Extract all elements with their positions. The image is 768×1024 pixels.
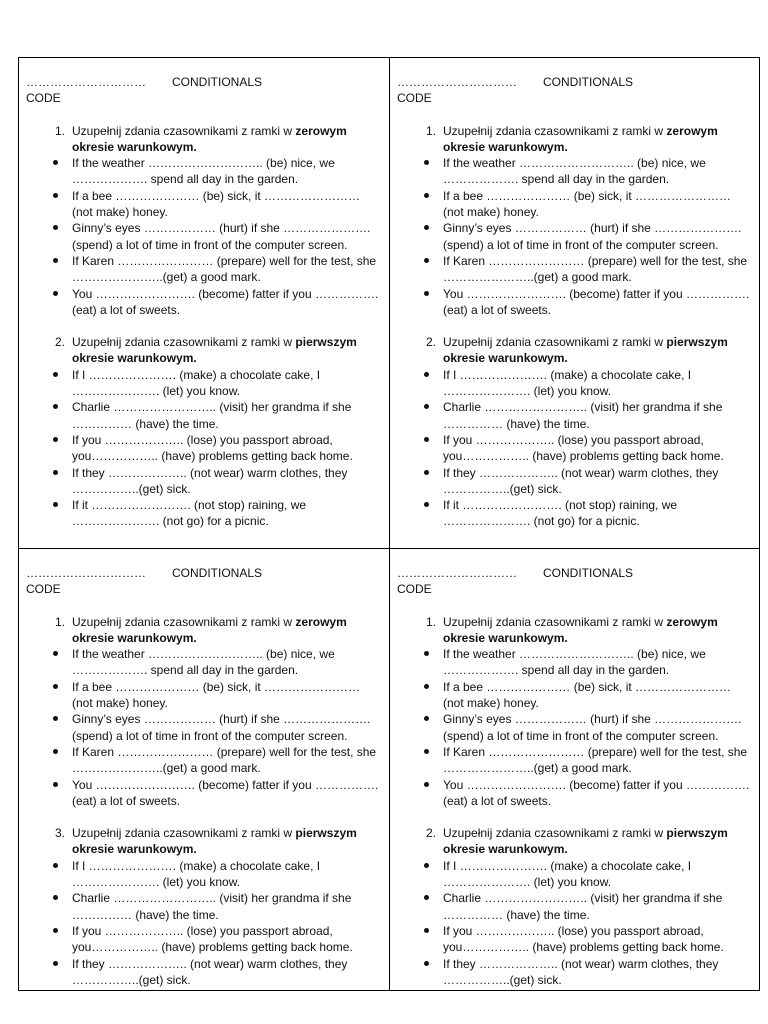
sentence-item bbox=[397, 711, 751, 744]
instruction-bold: pierwszym okresie warunkowym. bbox=[72, 335, 357, 366]
card-title: CONDITIONALS bbox=[172, 566, 263, 580]
sentence-text: If I …………………. (make) a chocolate cake, I …………………. (let) you know. bbox=[443, 367, 692, 399]
sentence-list bbox=[26, 367, 381, 530]
sentence-text: If the weather ……………………….. (be) nice, we ………………. spend all day in the garden. bbox=[443, 647, 706, 678]
bullet-icon bbox=[26, 155, 72, 188]
instruction-bold: pierwszym okresie warunkowym. bbox=[443, 826, 728, 857]
bullet-icon bbox=[26, 286, 72, 319]
instruction-plain: Uzupełnij zdania czasownikami z ramki w bbox=[72, 614, 296, 629]
exercise-section bbox=[397, 334, 751, 530]
exercise-instruction bbox=[26, 825, 381, 858]
sentence-text: If they ……………….. (not wear) warm clothes, they ……………..(get) sick. bbox=[72, 956, 348, 987]
bullet-icon bbox=[397, 465, 443, 498]
sentence-text: Ginny’s eyes ……………… (hurt) if she …………………. (spend) a lot of time in front of the computer screen. bbox=[72, 221, 371, 252]
sentence-text: If I …………………. (make) a chocolate cake, I …………………. (let) you know. bbox=[443, 858, 692, 890]
instruction-bold: pierwszym okresie warunkowym. bbox=[443, 335, 728, 366]
instruction-text bbox=[443, 614, 751, 647]
worksheet-card-bottom-left bbox=[18, 548, 390, 991]
card-header bbox=[397, 565, 751, 581]
instruction-plain: Uzupełnij zdania czasownikami z ramki w bbox=[72, 123, 296, 138]
instruction-text bbox=[72, 825, 381, 858]
name-blank: ………………………… bbox=[26, 75, 146, 89]
sentence-text: If a bee ………………… (be) sick, it …………………… (not make) honey. bbox=[72, 188, 361, 220]
bullet-icon bbox=[397, 367, 443, 400]
sentence-item bbox=[26, 923, 381, 956]
bullet-icon bbox=[397, 679, 443, 712]
sentence-item bbox=[26, 711, 381, 744]
sentence-list bbox=[397, 858, 751, 988]
card-header bbox=[26, 74, 381, 90]
sentence-text: If Karen …………………… (prepare) well for the test, she …………………..(get) a good mark. bbox=[443, 744, 748, 776]
sentence-text: If I …………………. (make) a chocolate cake, I …………………. (let) you know. bbox=[72, 367, 321, 399]
bullet-icon bbox=[26, 890, 72, 923]
bullet-icon bbox=[26, 465, 72, 498]
sentence-item bbox=[397, 679, 751, 712]
instruction-plain: Uzupełnij zdania czasownikami z ramki w bbox=[443, 826, 667, 841]
sentence-item bbox=[26, 890, 381, 923]
exercise-instruction bbox=[26, 614, 381, 647]
code-label: CODE bbox=[397, 582, 432, 597]
worksheet-card-top-left bbox=[18, 57, 390, 549]
bullet-icon bbox=[26, 858, 72, 891]
bullet-icon bbox=[397, 497, 443, 530]
bullet-icon bbox=[26, 188, 72, 221]
sentence-item bbox=[397, 923, 751, 956]
bullet-icon bbox=[26, 253, 72, 286]
bullet-icon bbox=[26, 711, 72, 744]
sentence-item bbox=[397, 777, 751, 810]
exercise-number: 2. bbox=[425, 826, 436, 841]
sentence-item bbox=[26, 286, 381, 319]
sentence-text: If a bee ………………… (be) sick, it …………………… (not make) honey. bbox=[443, 679, 732, 711]
bullet-icon bbox=[397, 188, 443, 221]
sentence-text: If the weather ……………………….. (be) nice, we ………………. spend all day in the garden. bbox=[72, 156, 335, 187]
name-blank: ………………………… bbox=[397, 75, 517, 89]
bullet-icon bbox=[397, 399, 443, 432]
bullet-icon bbox=[26, 956, 72, 989]
sentence-item bbox=[26, 497, 381, 530]
exercise-section bbox=[397, 614, 751, 810]
bullet-icon bbox=[397, 253, 443, 286]
instruction-bold: pierwszym okresie warunkowym. bbox=[72, 826, 357, 857]
sentence-item bbox=[397, 155, 751, 188]
exercise-section bbox=[26, 614, 381, 810]
sentence-item bbox=[26, 777, 381, 810]
bullet-icon bbox=[26, 646, 72, 679]
exercise-instruction bbox=[397, 825, 751, 858]
exercise-instruction bbox=[26, 123, 381, 156]
bullet-icon bbox=[397, 432, 443, 465]
sentence-item bbox=[26, 858, 381, 891]
bullet-icon bbox=[26, 497, 72, 530]
sentence-item bbox=[397, 432, 751, 465]
sentence-list bbox=[397, 646, 751, 809]
sentence-item bbox=[397, 890, 751, 923]
bullet-icon bbox=[397, 155, 443, 188]
bullet-icon bbox=[26, 923, 72, 956]
exercise-section bbox=[26, 334, 381, 530]
instruction-text bbox=[72, 334, 381, 367]
sentence-list bbox=[26, 858, 381, 988]
instruction-text bbox=[443, 825, 751, 858]
exercise-section bbox=[397, 825, 751, 988]
sentence-text: If a bee ………………… (be) sick, it …………………… (not make) honey. bbox=[443, 188, 732, 220]
sentence-text: If it ……………………. (not stop) raining, we …………………. (not go) for a picnic. bbox=[72, 498, 307, 529]
exercise-section bbox=[26, 825, 381, 988]
sentence-text: If the weather ……………………….. (be) nice, we ………………. spend all day in the garden. bbox=[443, 156, 706, 187]
sentence-item bbox=[397, 399, 751, 432]
sentence-item bbox=[397, 646, 751, 679]
name-blank: ………………………… bbox=[26, 566, 146, 580]
bullet-icon bbox=[397, 286, 443, 319]
sentence-text: Charlie …………………….. (visit) her grandma if she …………… (have) the time. bbox=[443, 400, 723, 431]
sentence-text: If you ……………….. (lose) you passport abroad, you…………….. (have) problems getting back home. bbox=[443, 923, 724, 955]
sentence-text: If Karen …………………… (prepare) well for the test, she …………………..(get) a good mark. bbox=[72, 253, 377, 285]
sentence-item bbox=[397, 858, 751, 891]
exercise-instruction bbox=[397, 614, 751, 647]
sentence-text: If a bee ………………… (be) sick, it …………………… (not make) honey. bbox=[72, 679, 361, 711]
sentence-text: If they ……………….. (not wear) warm clothes, they ……………..(get) sick. bbox=[443, 956, 719, 987]
instruction-bold: zerowym okresie warunkowym. bbox=[443, 123, 718, 154]
card-header bbox=[397, 74, 751, 90]
sentence-item bbox=[26, 188, 381, 221]
instruction-bold: zerowym okresie warunkowym. bbox=[72, 123, 347, 154]
exercise-number: 1. bbox=[54, 614, 65, 629]
sentence-text: If Karen …………………… (prepare) well for the test, she …………………..(get) a good mark. bbox=[72, 744, 377, 776]
sentence-text: Ginny’s eyes ……………… (hurt) if she …………………. (spend) a lot of time in front of the computer screen. bbox=[72, 712, 371, 743]
exercise-number: 3. bbox=[54, 826, 65, 841]
code-label: CODE bbox=[397, 91, 432, 106]
sentence-text: If they ……………….. (not wear) warm clothes, they ……………..(get) sick. bbox=[443, 465, 719, 496]
bullet-icon bbox=[397, 858, 443, 891]
sentence-text: If you ……………….. (lose) you passport abroad, you…………….. (have) problems getting back home. bbox=[443, 432, 724, 464]
sentence-list bbox=[397, 155, 751, 318]
exercise-instruction bbox=[397, 334, 751, 367]
instruction-bold: zerowym okresie warunkowym. bbox=[72, 614, 347, 645]
bullet-icon bbox=[26, 432, 72, 465]
sentence-item bbox=[397, 253, 751, 286]
bullet-icon bbox=[26, 777, 72, 810]
sentence-item bbox=[26, 646, 381, 679]
bullet-icon bbox=[397, 711, 443, 744]
sentence-text: Ginny’s eyes ……………… (hurt) if she …………………. (spend) a lot of time in front of the computer screen. bbox=[443, 221, 742, 252]
sentence-item bbox=[26, 432, 381, 465]
exercise-number: 1. bbox=[54, 123, 65, 138]
sentence-text: You ……………………. (become) fatter if you ……………. (eat) a lot of sweets. bbox=[443, 777, 750, 808]
sentence-item bbox=[26, 744, 381, 777]
sentence-item bbox=[397, 220, 751, 253]
instruction-text bbox=[72, 614, 381, 647]
bullet-icon bbox=[26, 679, 72, 712]
sentence-text: If the weather ……………………….. (be) nice, we ………………. spend all day in the garden. bbox=[72, 647, 335, 678]
instruction-text bbox=[443, 334, 751, 367]
instruction-plain: Uzupełnij zdania czasownikami z ramki w bbox=[443, 614, 667, 629]
instruction-plain: Uzupełnij zdania czasownikami z ramki w bbox=[72, 335, 296, 350]
name-blank: ………………………… bbox=[397, 566, 517, 580]
sentence-item bbox=[397, 497, 751, 530]
instruction-plain: Uzupełnij zdania czasownikami z ramki w bbox=[443, 123, 667, 138]
sentence-item bbox=[26, 155, 381, 188]
bullet-icon bbox=[397, 890, 443, 923]
sentence-text: Ginny’s eyes ……………… (hurt) if she …………………. (spend) a lot of time in front of the computer screen. bbox=[443, 712, 742, 743]
sentence-list bbox=[397, 367, 751, 530]
sentence-text: You ……………………. (become) fatter if you ……………. (eat) a lot of sweets. bbox=[72, 777, 379, 808]
worksheet-card-bottom-right bbox=[389, 548, 760, 991]
sentence-item bbox=[397, 286, 751, 319]
sentence-list bbox=[26, 646, 381, 809]
card-title: CONDITIONALS bbox=[543, 566, 634, 580]
bullet-icon bbox=[397, 646, 443, 679]
exercise-section bbox=[26, 123, 381, 319]
bullet-icon bbox=[397, 220, 443, 253]
sentence-text: If you ……………….. (lose) you passport abroad, you…………….. (have) problems getting back home. bbox=[72, 923, 353, 955]
bullet-icon bbox=[397, 744, 443, 777]
sentence-item bbox=[26, 465, 381, 498]
exercise-section bbox=[397, 123, 751, 319]
bullet-icon bbox=[26, 367, 72, 400]
code-label: CODE bbox=[26, 91, 61, 106]
exercise-instruction bbox=[26, 334, 381, 367]
sentence-text: Charlie …………………….. (visit) her grandma if she …………… (have) the time. bbox=[72, 891, 352, 922]
instruction-bold: zerowym okresie warunkowym. bbox=[443, 614, 718, 645]
sentence-item bbox=[26, 679, 381, 712]
sentence-text: If Karen …………………… (prepare) well for the test, she …………………..(get) a good mark. bbox=[443, 253, 748, 285]
sentence-item bbox=[397, 744, 751, 777]
bullet-icon bbox=[26, 220, 72, 253]
sentence-text: If they ……………….. (not wear) warm clothes, they ……………..(get) sick. bbox=[72, 465, 348, 496]
exercise-number: 1. bbox=[425, 614, 436, 629]
exercise-number: 1. bbox=[425, 123, 436, 138]
sentence-item bbox=[397, 367, 751, 400]
sentence-item bbox=[397, 956, 751, 989]
instruction-text bbox=[72, 123, 381, 156]
sentence-item bbox=[26, 956, 381, 989]
card-title: CONDITIONALS bbox=[172, 75, 263, 89]
instruction-text bbox=[443, 123, 751, 156]
sentence-item bbox=[26, 399, 381, 432]
bullet-icon bbox=[26, 744, 72, 777]
sentence-item bbox=[397, 465, 751, 498]
code-label: CODE bbox=[26, 582, 61, 597]
exercise-number: 2. bbox=[425, 335, 436, 350]
instruction-plain: Uzupełnij zdania czasownikami z ramki w bbox=[72, 826, 296, 841]
sentence-text: If it ……………………. (not stop) raining, we …………………. (not go) for a picnic. bbox=[443, 498, 678, 529]
sentence-item bbox=[26, 253, 381, 286]
card-header bbox=[26, 565, 381, 581]
sentence-text: Charlie …………………….. (visit) her grandma if she …………… (have) the time. bbox=[72, 400, 352, 431]
exercise-number: 2. bbox=[54, 335, 65, 350]
bullet-icon bbox=[397, 923, 443, 956]
sentence-text: If you ……………….. (lose) you passport abroad, you…………….. (have) problems getting back home. bbox=[72, 432, 353, 464]
sentence-item bbox=[26, 367, 381, 400]
sentence-text: You ……………………. (become) fatter if you ……………. (eat) a lot of sweets. bbox=[72, 286, 379, 317]
sentence-list bbox=[26, 155, 381, 318]
instruction-plain: Uzupełnij zdania czasownikami z ramki w bbox=[443, 335, 667, 350]
bullet-icon bbox=[397, 956, 443, 989]
sentence-item bbox=[26, 220, 381, 253]
sentence-item bbox=[397, 188, 751, 221]
bullet-icon bbox=[397, 777, 443, 810]
sentence-text: You ……………………. (become) fatter if you ……………. (eat) a lot of sweets. bbox=[443, 286, 750, 317]
sentence-text: If I …………………. (make) a chocolate cake, I …………………. (let) you know. bbox=[72, 858, 321, 890]
exercise-instruction bbox=[397, 123, 751, 156]
card-title: CONDITIONALS bbox=[543, 75, 634, 89]
bullet-icon bbox=[26, 399, 72, 432]
sentence-text: Charlie …………………….. (visit) her grandma if she …………… (have) the time. bbox=[443, 891, 723, 922]
worksheet-card-top-right bbox=[389, 57, 760, 549]
